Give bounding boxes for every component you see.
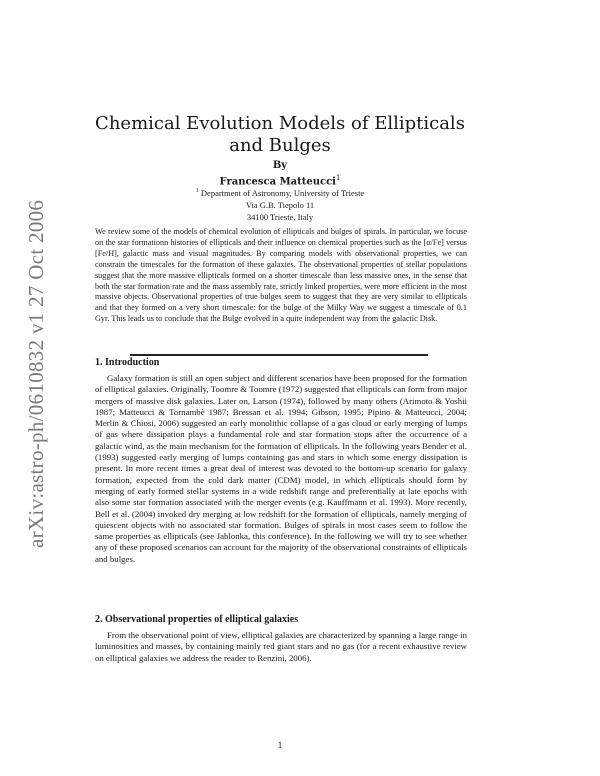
by-label: By — [272, 160, 288, 171]
affiliation-block — [80, 185, 480, 223]
introduction-paragraph: Galaxy formation is still an open subject and different scenarios have been proposed for the formation of elliptical galaxies. Originally, Toomre & Toomre (1972) suggested that ellipticals can form from major mergers of massive disk galaxies. Later on, Larson (1974), followed by many others (Arimoto & Yoshii 1987; Matteucci & Tornambè 1987; Bressan et al. 1994; Gibson, 1995; Pipino & Matteucci, 2004; Merlin & Chiosi, 2006) suggested an early monolithic collapse of a gas cloud or early merging of lumps of gas where dissipation plays a fundamental role and star formation stops after the occurrence of a galactic wind, as the main mechanism for the formation of ellipticals. In the following years Bender et al. (1993) suggested early merging of lumps containing gas and stars in which some energy dissipation is present. In more recent times a great deal of interest was devoted to the bottom-up scenario for galaxy formation, expected from the cold dark matter (CDM) model, in which ellipticals should form by merging of early formed stellar systems in a wide redshift range and preferentially at late epochs with also some star formation associated with the merger events (e.g. Kauffmann et al. 1993). More recently, Bell et al. (2004) invoked dry merging at low redshift for the formation of ellipticals, namely merging of quiescent objects with no associated star formation. Bulges of spirals in most cases seem to follow the same properties as ellipticals (see Jablonka, this conference). In the following we will try to see whether any of these proposed scenarios can account for the majority of the observational constraints of ellipticals and bulges. — [95, 373, 467, 564]
abstract-divider — [130, 354, 428, 356]
page-number: 1 — [277, 740, 283, 750]
affiliation-mark: 1 — [195, 188, 199, 194]
section-heading-introduction: 1. Introduction — [95, 357, 160, 368]
affiliation-street: Via G.B. Tiepolo 11 — [245, 199, 315, 210]
section-heading-observational-properties: 2. Observational properties of elliptical galaxies — [95, 614, 299, 625]
author-affiliation-mark: 1 — [336, 174, 341, 182]
paper-title: Chemical Evolution Models of Ellipticals and Bulges — [95, 113, 465, 156]
affiliation-department: Department of Astronomy, University of Trieste — [200, 187, 365, 198]
affiliation-city: 34100 Trieste, Italy — [246, 211, 314, 222]
author-name: Francesca Matteucci — [219, 176, 336, 188]
abstract: We review some of the models of chemical evolution of ellipticals and bulges of spirals. In particular, we focuse on the star formationn histories of ellipticals and their influence on chemical properties such as the [α/Fe] versus [Fe/H], galactic mass and visual magnitudes. By comparing models with observational properties, we can constrain the timescales for the formation of these galaxies. The observational properties of stellar populations suggest that the more massive ellipticals formed on a shorter timescale than less massive ones, in the sense that both the star formation rate and the mass assembly rate, strictly linked properties, were more efficient in the most massive objects. Observational properties of true bulges seem to suggest that they are very similar to ellipticals and that they formed on a very short timescale: for the bulge of the Milky Way we suggest a timescale of 0.1 Gyr. This leads us to conclude that the Bulge evolved in a quite independent way from the galactic Disk. — [95, 227, 467, 324]
arxiv-identifier: arXiv:astro-ph/0610832 v1 27 Oct 2006 — [24, 199, 48, 548]
observational-properties-paragraph: From the observational point of view, elliptical galaxies are characterized by spanning a large range in luminosities and masses, by containing mainly red giant stars and no gas (for a recent exhaustive review on elliptical galaxies we address the reader to Renzini, 2006). — [95, 630, 467, 663]
